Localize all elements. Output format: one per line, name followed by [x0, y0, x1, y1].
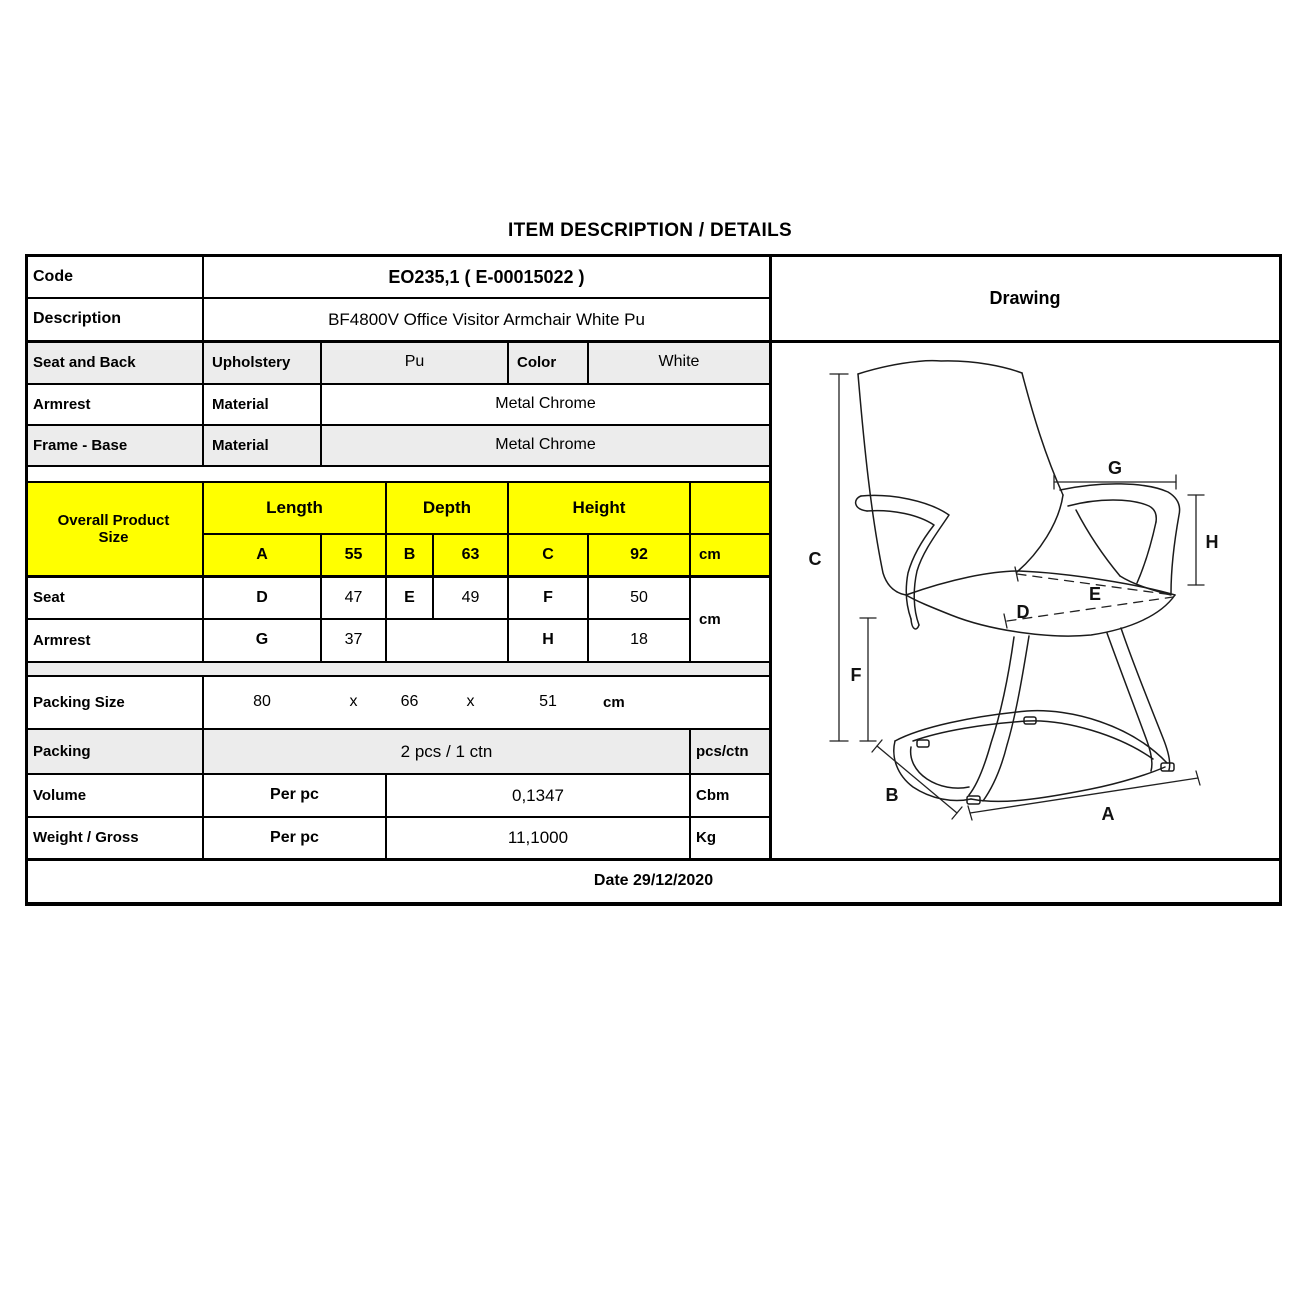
frame-material-value: Metal Chrome	[495, 436, 596, 454]
seat-e-value: 49	[461, 588, 480, 606]
armrest-h-value: 18	[630, 631, 648, 649]
drawing-label-g: G	[1107, 458, 1123, 478]
overall-size-label-text: Overall Product Size	[57, 511, 170, 546]
length-header: Length	[266, 498, 323, 518]
armrest-material-label: Material	[212, 395, 269, 413]
drawing-label-a: A	[1101, 804, 1115, 824]
drawing-label-b: B	[885, 785, 899, 805]
overall-unit: cm	[699, 546, 721, 564]
date-cell: Date 29/12/2020	[593, 872, 714, 890]
volume-basis: Per pc	[270, 786, 319, 804]
description-label: Description	[33, 310, 122, 328]
seat-armrest-unit: cm	[699, 610, 721, 628]
seat-d-label: D	[256, 588, 268, 606]
grid-line	[25, 902, 1282, 906]
drawing-header: Drawing	[989, 288, 1061, 309]
dim-b-value: 63	[461, 545, 480, 563]
seat-f-value: 50	[630, 588, 648, 606]
seat-and-back-label: Seat and Back	[33, 353, 136, 371]
packing-size-sep1: x	[349, 693, 358, 711]
overall-size-label	[25, 483, 202, 575]
weight-label: Weight / Gross	[33, 829, 139, 847]
upholstery-label: Upholstery	[212, 353, 291, 371]
packing-size-label: Packing Size	[33, 693, 125, 711]
volume-label: Volume	[33, 786, 87, 804]
drawing-label-f: F	[850, 665, 862, 685]
volume-value: 0,1347	[512, 785, 564, 805]
description-value: BF4800V Office Visitor Armchair White Pu	[328, 309, 645, 329]
packing-size-sep2: x	[466, 693, 475, 711]
drawing-label-e: E	[1088, 584, 1102, 604]
frame-base-label: Frame - Base	[33, 436, 128, 454]
code-label: Code	[33, 267, 73, 285]
color-value: White	[658, 353, 700, 371]
packing-label: Packing	[33, 742, 91, 760]
packing-size-v1: 80	[253, 693, 271, 711]
weight-value: 11,1000	[507, 828, 569, 848]
armrest-g-value: 37	[344, 631, 363, 649]
upholstery-value: Pu	[404, 353, 425, 371]
dim-c-value: 92	[630, 545, 648, 563]
packing-value: 2 pcs / 1 ctn	[400, 741, 493, 761]
grid-line	[1279, 254, 1282, 906]
chair-drawing	[771, 343, 1279, 858]
packing-size-v3: 51	[539, 693, 557, 711]
packing-size-unit: cm	[603, 693, 625, 711]
packing-size-v2: 66	[400, 693, 419, 711]
volume-unit: Cbm	[696, 786, 730, 804]
frame-material-label: Material	[212, 436, 269, 454]
seat-f-label: F	[543, 588, 553, 606]
page-title: ITEM DESCRIPTION / DETAILS	[507, 220, 792, 241]
seat-d-value: 47	[344, 588, 363, 606]
packing-unit: pcs/ctn	[696, 742, 749, 760]
weight-unit: Kg	[696, 829, 716, 847]
armrest-g-label: G	[255, 631, 269, 649]
dim-a-value: 55	[344, 545, 363, 563]
dim-a-label: A	[256, 545, 268, 563]
height-header: Height	[572, 498, 626, 518]
dim-b-label: B	[403, 545, 416, 563]
code-value: EO235,1 ( E-00015022 )	[388, 266, 585, 287]
dim-c-label: C	[542, 545, 554, 563]
color-label: Color	[517, 353, 557, 371]
seat-dims-label: Seat	[33, 589, 65, 607]
grid-line	[25, 661, 771, 663]
drawing-label-d: D	[1016, 602, 1030, 622]
armrest-h-label: H	[542, 631, 554, 649]
armrest-material-value: Metal Chrome	[495, 395, 596, 413]
depth-header: Depth	[422, 498, 472, 518]
seat-e-label: E	[404, 588, 415, 606]
grid-line	[25, 465, 771, 467]
armrest-dims-label: Armrest	[33, 631, 91, 649]
armrest-label: Armrest	[33, 395, 91, 413]
drawing-label-h: H	[1205, 532, 1219, 552]
weight-basis: Per pc	[270, 828, 319, 846]
drawing-label-c: C	[808, 549, 822, 569]
